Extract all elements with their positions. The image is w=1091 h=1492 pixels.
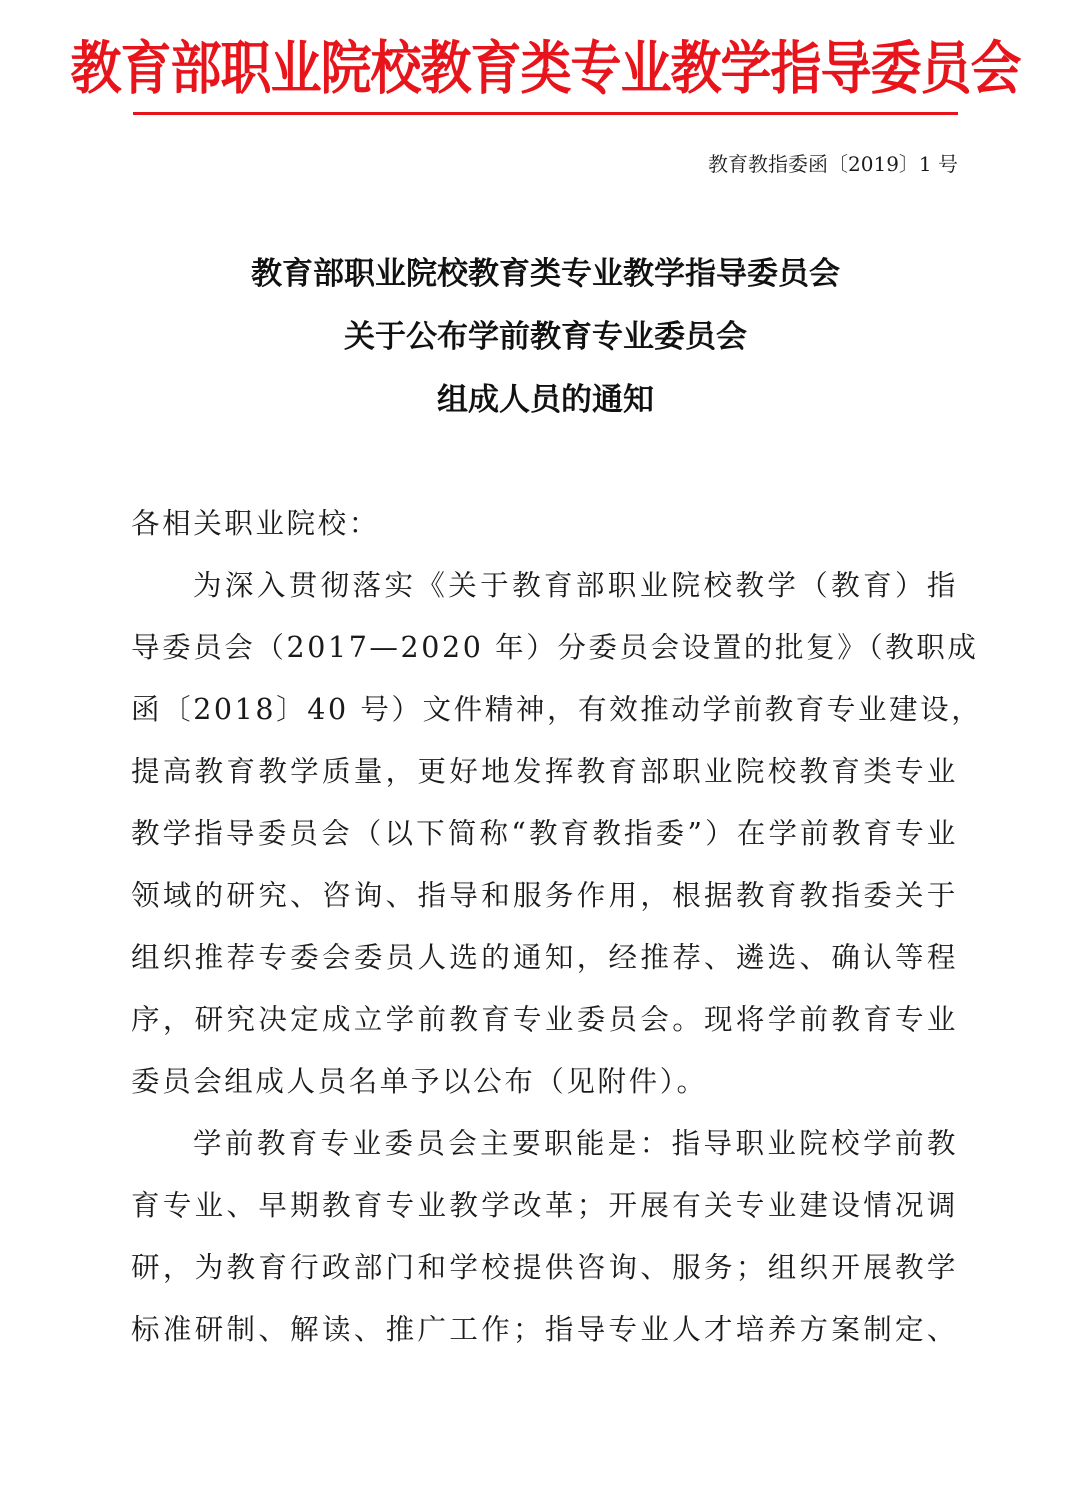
- paragraph-1-line-9: 委员会组成人员名单予以公布（见附件）。: [131, 1065, 708, 1098]
- paragraph-2-line-4: 标准研制、解读、推广工作；指导专业人才培养方案制定、: [131, 1313, 958, 1346]
- salutation: 各相关职业院校：: [131, 507, 380, 540]
- paragraph-1-line-2: 导委员会（2017—2020 年）分委员会设置的批复》（教职成: [131, 631, 979, 664]
- paragraph-1-line-3: 函〔2018〕40 号）文件精神，有效推动学前教育专业建设，: [131, 693, 983, 726]
- paragraph-1-line-4: 提高教育教学质量，更好地发挥教育部职业院校教育类专业: [131, 755, 958, 788]
- masthead-title: 教育部职业院校教育类专业教学指导委员会: [70, 36, 1021, 103]
- paragraph-1-line-1: 为深入贯彻落实《关于教育部职业院校教学（教育）指: [193, 569, 958, 602]
- paragraph-1-line-6: 领域的研究、咨询、指导和服务作用，根据教育教指委关于: [131, 879, 958, 912]
- paragraph-1-line-7: 组织推荐专委会委员人选的通知，经推荐、遴选、确认等程: [131, 941, 958, 974]
- notice-body: [131, 493, 983, 1361]
- paragraph-2-line-3: 研，为教育行政部门和学校提供咨询、服务；组织开展教学: [131, 1251, 958, 1284]
- document-number: 教育教指委函〔2019〕1 号: [708, 152, 958, 176]
- paragraph-2-line-1: 学前教育专业委员会主要职能是：指导职业院校学前教: [193, 1127, 958, 1160]
- masthead-red-rule: [133, 112, 958, 115]
- notice-title-line-1: 教育部职业院校教育类专业教学指导委员会: [251, 256, 840, 292]
- paragraph-2-line-2: 育专业、早期教育专业教学改革；开展有关专业建设情况调: [131, 1189, 958, 1222]
- paragraph-1-line-5: 教学指导委员会（以下简称“教育教指委”）在学前教育专业: [131, 817, 958, 850]
- paragraph-1-line-8: 序，研究决定成立学前教育专业委员会。现将学前教育专业: [131, 1003, 958, 1036]
- notice-title-line-2: 关于公布学前教育专业委员会: [344, 319, 747, 355]
- notice-title-line-3: 组成人员的通知: [437, 382, 654, 418]
